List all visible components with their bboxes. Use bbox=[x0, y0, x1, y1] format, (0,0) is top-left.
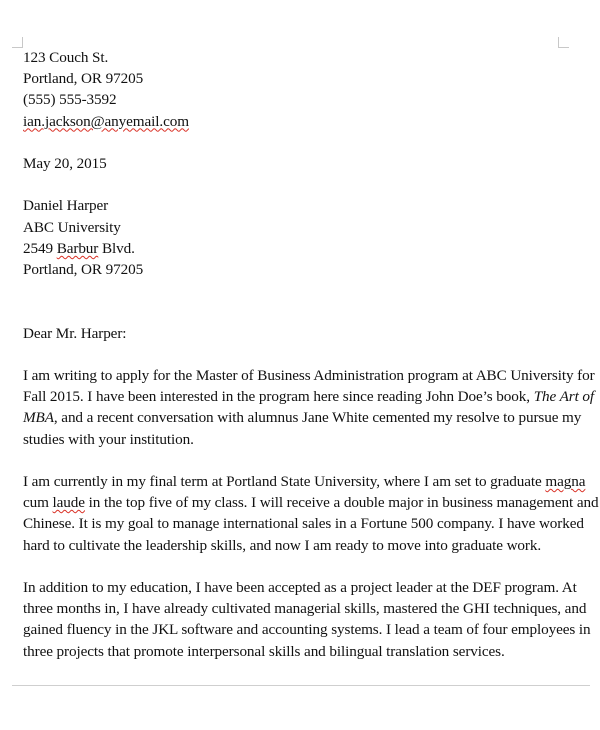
spacer bbox=[23, 556, 563, 577]
recipient-address bbox=[23, 195, 563, 280]
paragraph-1-line-4: studies with your institution. bbox=[23, 430, 194, 448]
spacer bbox=[23, 301, 563, 322]
page-boundary-line bbox=[12, 685, 590, 686]
paragraph-1-line-3-text: , and a recent conversation with alumnus Jane White cemented my resolve to pursue my bbox=[53, 409, 582, 427]
recipient-street-name: Barbur bbox=[56, 239, 99, 257]
recipient-street-suffix: Blvd. bbox=[98, 239, 135, 257]
letter-date: May 20, 2015 bbox=[23, 155, 107, 172]
spacer bbox=[23, 174, 563, 195]
paragraph-2-line-2-start: cum bbox=[23, 494, 53, 512]
sender-email bbox=[23, 111, 563, 132]
spelling-flag-magna: magna bbox=[545, 472, 586, 490]
paragraph-2 bbox=[23, 471, 599, 556]
salutation: Dear Mr. Harper: bbox=[23, 324, 127, 342]
paragraph-2-line-2-text: in the top five of my class. I will receive a double major in business management and bbox=[84, 494, 599, 512]
letter-body[interactable] bbox=[23, 47, 599, 662]
sender-city-line: Portland, OR 97205 bbox=[23, 70, 144, 88]
paragraph-2-line-4: hard to cultivate the leadership skills, and now I am ready to move into graduate work. bbox=[23, 536, 542, 554]
paragraph-3-line-1: In addition to my education, I have been accepted as a project leader at the DEF program. At bbox=[23, 578, 577, 596]
paragraph-2-line-1 bbox=[23, 471, 586, 492]
book-title-part-1: The Art of bbox=[533, 388, 595, 406]
recipient-name: Daniel Harper bbox=[23, 197, 109, 215]
spacer bbox=[23, 132, 563, 153]
book-title-part-2: MBA bbox=[23, 409, 54, 427]
paragraph-2-line-2 bbox=[23, 492, 599, 513]
paragraph-3 bbox=[23, 577, 591, 662]
paragraph-2-line-3: Chinese. It is my goal to manage international sales in a Fortune 500 company. I have worked bbox=[23, 515, 584, 533]
paragraph-1-line-1: I am writing to apply for the Master of Business Administration program at ABC University for bbox=[23, 366, 595, 384]
recipient-street bbox=[23, 238, 563, 259]
spacer bbox=[23, 280, 563, 301]
paragraph-3-line-3: gained fluency in the JKL software and accounting systems. I lead a team of four employees in bbox=[23, 621, 591, 639]
recipient-city-line: Portland, OR 97205 bbox=[23, 261, 144, 278]
sender-phone: (555) 555-3592 bbox=[23, 91, 117, 109]
sender-email-text: ian.jackson@anyemail.com bbox=[23, 112, 189, 130]
sender-address bbox=[23, 47, 563, 132]
paragraph-2-line-1-text: I am currently in my final term at Portland State University, where I am set to graduate bbox=[23, 472, 546, 490]
margin-corner-mark-left bbox=[12, 37, 23, 48]
spacer bbox=[23, 344, 563, 365]
paragraph-1-line-3 bbox=[23, 407, 582, 428]
paragraph-1 bbox=[23, 365, 595, 450]
spelling-flag-laude: laude bbox=[52, 494, 85, 512]
paragraph-1-line-2-text: Fall 2015. I have been interested in the program here since reading John Doe’s book, bbox=[23, 388, 534, 406]
paragraph-1-line-2 bbox=[23, 386, 595, 407]
recipient-street-number: 2549 bbox=[23, 239, 57, 257]
spacer bbox=[23, 450, 563, 471]
paragraph-3-line-2: three months in, I have already cultivated managerial skills, mastered the GHI techniques, and bbox=[23, 600, 587, 618]
recipient-organization: ABC University bbox=[23, 218, 121, 236]
paragraph-3-line-4: three projects that promote interpersonal skills and bilingual translation services. bbox=[23, 642, 505, 660]
sender-street: 123 Couch St. bbox=[23, 49, 109, 66]
